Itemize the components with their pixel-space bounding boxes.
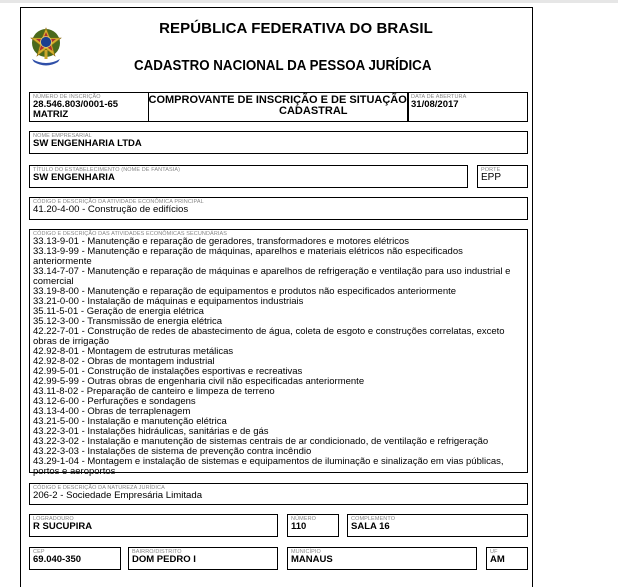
logradouro-value: R SUCUPIRA xyxy=(33,521,93,532)
nome-empresarial-label: NOME EMPRESARIAL xyxy=(33,133,92,139)
cep-label: CEP xyxy=(33,549,45,555)
comprovante-title xyxy=(149,95,408,117)
list-item: 42.92-8-01 - Montagem de estruturas metálicas xyxy=(33,346,234,357)
registry-title: CADASTRO NACIONAL DA PESSOA JURÍDICA xyxy=(134,58,432,74)
fantasia-box xyxy=(29,165,468,188)
atividades-secundarias-label: CÓDIGO E DESCRIÇÃO DAS ATIVIDADES ECONÔMICAS SECUNDÁRIAS xyxy=(33,231,228,237)
municipio-value: MANAUS xyxy=(291,554,333,565)
list-item: 43.22-3-01 - Instalações hidráulicas, sanitárias e de gás xyxy=(33,426,269,437)
list-item: 35.11-5-01 - Geração de energia elétrica xyxy=(33,306,204,317)
list-item: 42.92-8-02 - Obras de montagem industrial xyxy=(33,356,215,367)
nome-empresarial-value: SW ENGENHARIA LTDA xyxy=(33,138,142,149)
logradouro-box xyxy=(29,514,278,537)
abertura-box xyxy=(407,92,528,122)
fantasia-value: SW ENGENHARIA xyxy=(33,172,115,183)
comprovante-box xyxy=(148,92,409,122)
comprovante-title-line2: CADASTRAL xyxy=(279,105,348,117)
numero-value: 110 xyxy=(291,521,307,532)
atividade-principal-label: CÓDIGO E DESCRIÇÃO DA ATIVIDADE ECONÔMICA PRINCIPAL xyxy=(33,199,204,205)
list-item: 43.21-5-00 - Instalação e manutenção elétrica xyxy=(33,416,227,427)
natureza-juridica-label: CÓDIGO E DESCRIÇÃO DA NATUREZA JURÍDICA xyxy=(33,485,165,491)
uf-value: AM xyxy=(490,554,505,565)
comprovante-title-line1: COMPROVANTE DE INSCRIÇÃO E DE SITUAÇÃO xyxy=(148,94,407,106)
natureza-juridica-value: 206-2 - Sociedade Empresária Limitada xyxy=(33,490,203,501)
cep-box xyxy=(29,547,121,570)
list-item: 33.13-9-01 - Manutenção e reparação de geradores, transformadores e motores elétricos xyxy=(33,236,409,247)
inscricao-type: MATRIZ xyxy=(33,109,69,120)
inscricao-label: NÚMERO DE INSCRIÇÃO xyxy=(33,94,101,100)
list-item: 43.22-3-02 - Instalação e manutenção de sistemas centrais de ar condicionado, de ventilação e refrigeração xyxy=(33,436,489,447)
natureza-juridica-box xyxy=(29,483,528,505)
atividades-secundarias-box xyxy=(29,229,528,477)
nome-empresarial-box xyxy=(29,131,528,154)
viewer-top-bar xyxy=(0,0,618,3)
list-item: 42.22-7-01 - Construção de redes de abastecimento de água, coleta de esgoto e construções correlatas, exceto obras de irrigação xyxy=(33,326,505,347)
uf-box xyxy=(486,547,528,570)
bairro-value: DOM PEDRO I xyxy=(132,554,196,565)
list-item: 35.12-3-00 - Transmissão de energia elétrica xyxy=(33,316,223,327)
list-item: 42.99-5-99 - Outras obras de engenharia civil não especificadas anteriormente xyxy=(33,376,365,387)
abertura-value: 31/08/2017 xyxy=(411,99,459,110)
list-item: 33.19-8-00 - Manutenção e reparação de equipamentos e produtos não especificados anteriormente xyxy=(33,286,457,297)
bairro-box xyxy=(128,547,278,570)
logradouro-label: LOGRADOURO xyxy=(33,516,74,522)
complemento-box xyxy=(347,514,528,537)
fantasia-label: TÍTULO DO ESTABELECIMENTO (NOME DE FANTASIA) xyxy=(33,167,181,173)
bairro-label: BAIRRO/DISTRITO xyxy=(132,549,182,555)
municipio-box xyxy=(287,547,477,570)
cep-value: 69.040-350 xyxy=(33,554,82,565)
porte-label: PORTE xyxy=(481,167,501,173)
list-item: 43.22-3-03 - Instalações de sistema de prevenção contra incêndio xyxy=(33,446,312,457)
atividade-principal-value: 41.20-4-00 - Construção de edifícios xyxy=(33,204,189,215)
list-item: 42.99-5-01 - Construção de instalações esportivas e recreativas xyxy=(33,366,303,377)
atividade-principal-box xyxy=(29,197,528,220)
list-item: 43.12-6-00 - Perfurações e sondagens xyxy=(33,396,196,407)
list-item: 33.21-0-00 - Instalação de máquinas e equipamentos industriais xyxy=(33,296,304,307)
porte-box xyxy=(477,165,528,188)
list-item: 33.13-9-99 - Manutenção e reparação de máquinas, aparelhos e materiais elétricos não especificados anteriormente xyxy=(33,246,463,267)
complemento-value: SALA 16 xyxy=(351,521,390,532)
list-item: 33.14-7-07 - Manutenção e reparação de máquinas e aparelhos de refrigeração e ventilação para uso industrial e comercial xyxy=(33,266,511,287)
uf-label: UF xyxy=(490,549,498,555)
inscricao-box xyxy=(29,92,149,122)
numero-label: NÚMERO xyxy=(291,516,317,522)
numero-box xyxy=(287,514,339,537)
abertura-label: DATA DE ABERTURA xyxy=(411,94,467,100)
atividades-secundarias-list xyxy=(33,237,523,477)
municipio-label: MUNICÍPIO xyxy=(291,549,321,555)
list-item: 43.11-8-02 - Preparação de canteiro e limpeza de terreno xyxy=(33,386,275,397)
list-item: 43.13-4-00 - Obras de terraplenagem xyxy=(33,406,191,417)
list-item: 43.29-1-04 - Montagem e instalação de sistemas e equipamentos de iluminação e sinalização em vias públicas, portos e aeroportos xyxy=(33,456,504,477)
porte-value: EPP xyxy=(481,172,502,183)
complemento-label: COMPLEMENTO xyxy=(351,516,396,522)
country-title: REPÚBLICA FEDERATIVA DO BRASIL xyxy=(159,20,433,37)
inscricao-number: 28.546.803/0001-65 xyxy=(33,99,119,110)
